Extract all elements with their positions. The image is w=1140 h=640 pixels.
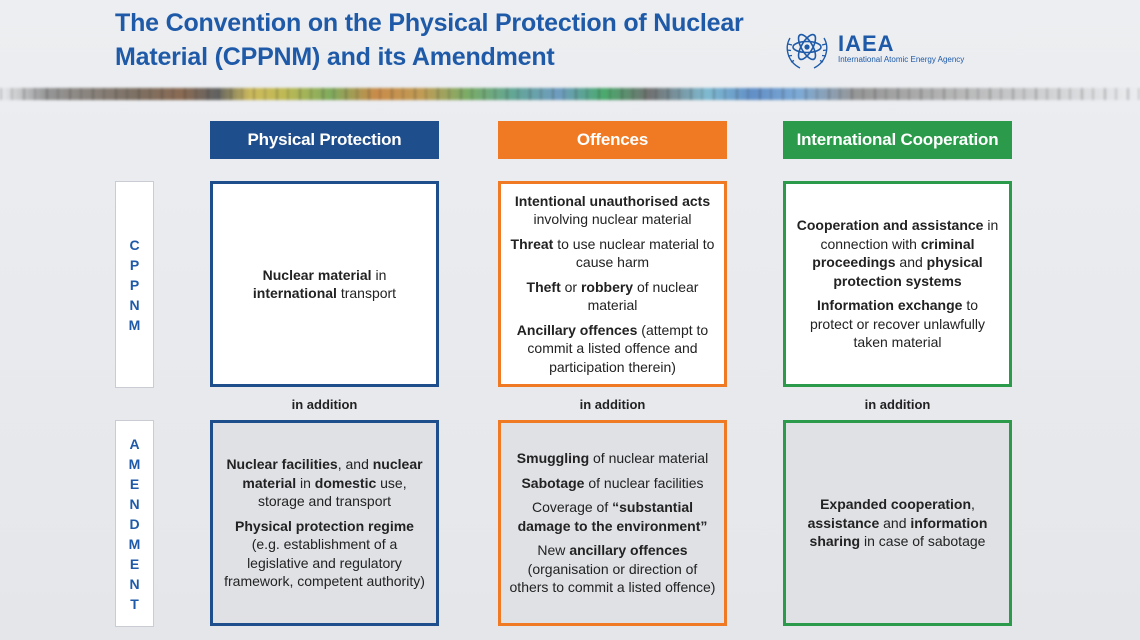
- in-addition-label-physical: in addition: [291, 397, 358, 412]
- column-header-offences: Offences: [498, 121, 727, 159]
- text: of nuclear facilities: [584, 474, 704, 491]
- text: in case of sabotage: [860, 533, 986, 550]
- text: in: [296, 474, 315, 491]
- row-label-letter: M: [128, 535, 141, 552]
- text: and: [895, 254, 927, 271]
- cell-amendment-international-cooperation: [783, 420, 1012, 626]
- text: (attempt to commit a listed offence and participation therein): [527, 321, 709, 375]
- bold-text: Threat: [510, 235, 554, 252]
- row-label-letter: P: [129, 256, 140, 273]
- cell-cppnm-international-cooperation: [783, 181, 1012, 387]
- cell-cppnm-offences: [498, 181, 727, 387]
- text: Coverage of: [531, 499, 613, 516]
- iaea-logo: [782, 26, 992, 72]
- cell-paragraph: [794, 216, 1001, 290]
- un-emblem-atom-icon: [782, 26, 832, 72]
- column-header-physical-protection: Physical Protection: [210, 121, 439, 159]
- row-label-letter: D: [129, 515, 140, 532]
- text: to protect or recover unlawfully taken material: [809, 297, 986, 351]
- cell-paragraph: [221, 517, 428, 591]
- cell-paragraph: [521, 474, 703, 493]
- row-label-letter: A: [129, 435, 140, 452]
- cell-amendment-offences: [498, 420, 727, 626]
- logo-name: IAEA: [838, 31, 895, 56]
- bold-text: Physical protection regime: [235, 517, 414, 534]
- bold-text: criminal proceedings: [812, 235, 975, 271]
- row-label-letter: T: [130, 595, 139, 612]
- row-label-letter: N: [129, 575, 140, 592]
- bold-text: “substantial damage to the environment”: [517, 499, 708, 534]
- text: to use nuclear material to cause harm: [553, 235, 715, 271]
- text: New: [537, 542, 570, 559]
- text: ,: [971, 496, 975, 513]
- cell-paragraph: [509, 235, 716, 272]
- row-label-amendment: [116, 421, 153, 626]
- in-addition-label-cooperation: in addition: [864, 397, 931, 412]
- cell-amendment-physical-protection: [210, 420, 439, 626]
- text: (e.g. establishment of a legislative and regulatory framework, competent authority): [224, 536, 425, 590]
- bold-text: nuclear material: [242, 456, 423, 491]
- bold-text: Sabotage: [521, 474, 585, 491]
- bold-text: ancillary offences: [569, 542, 688, 559]
- row-label-letter: E: [129, 555, 140, 572]
- text: or: [560, 278, 581, 295]
- bold-text: Cooperation and assistance: [796, 217, 984, 234]
- text: use, storage and transport: [257, 474, 407, 510]
- row-label-letter: N: [129, 296, 140, 313]
- bold-text: Nuclear material: [262, 266, 372, 283]
- cell-cppnm-physical-protection: [210, 181, 439, 387]
- text: (organisation or direction of others to commit a listed offence): [509, 560, 716, 596]
- bold-text: Ancillary offences: [516, 321, 638, 338]
- cell-paragraph: [509, 541, 716, 597]
- bold-text: Theft: [526, 278, 561, 295]
- text: transport: [336, 285, 397, 301]
- cell-paragraph: [509, 321, 716, 377]
- text: involving nuclear material: [533, 211, 692, 228]
- cell-paragraph: [509, 278, 716, 315]
- row-label-letter: E: [129, 475, 140, 492]
- text: of nuclear material: [589, 450, 709, 467]
- page-title: The Convention on the Physical Protection of Nuclear Material (CPPNM) and its Amendment: [115, 9, 744, 71]
- cell-paragraph: [794, 495, 1001, 551]
- cell-paragraph: [794, 296, 1001, 352]
- logo-subtitle: International Atomic Energy Agency: [838, 55, 965, 64]
- bold-text: Expanded cooperation: [820, 496, 972, 513]
- cell-paragraph: [517, 449, 708, 468]
- text: in: [371, 266, 387, 283]
- row-label-letter: M: [128, 316, 141, 333]
- bold-text: assistance: [807, 514, 880, 531]
- row-label-letter: P: [129, 276, 140, 293]
- spectrum-band: [0, 88, 1140, 100]
- in-addition-label-offences: in addition: [579, 397, 646, 412]
- bold-text: domestic: [314, 474, 377, 491]
- text: of nuclear material: [587, 278, 699, 314]
- row-label-letter: M: [128, 455, 141, 472]
- bold-text: Information exchange: [816, 297, 963, 314]
- cell-paragraph: [221, 266, 428, 303]
- row-label-letter: N: [129, 495, 140, 512]
- bold-text: international: [252, 285, 337, 301]
- bold-text: physical protection systems: [833, 254, 983, 289]
- bold-text: Nuclear facilities: [226, 456, 338, 473]
- column-header-international-cooperation: International Cooperation: [783, 121, 1012, 159]
- bold-text: Intentional unauthorised acts: [514, 192, 711, 209]
- bold-text: information sharing: [809, 514, 988, 550]
- row-label-letter: C: [129, 236, 140, 253]
- row-label-cppnm: [116, 182, 153, 387]
- cell-paragraph: [509, 498, 716, 535]
- cell-paragraph: [221, 455, 428, 511]
- bold-text: robbery: [580, 278, 634, 295]
- text: in connection with: [820, 217, 999, 252]
- text: and: [879, 514, 911, 531]
- text: , and: [337, 456, 373, 473]
- bold-text: Smuggling: [516, 450, 590, 467]
- cell-paragraph: [509, 192, 716, 229]
